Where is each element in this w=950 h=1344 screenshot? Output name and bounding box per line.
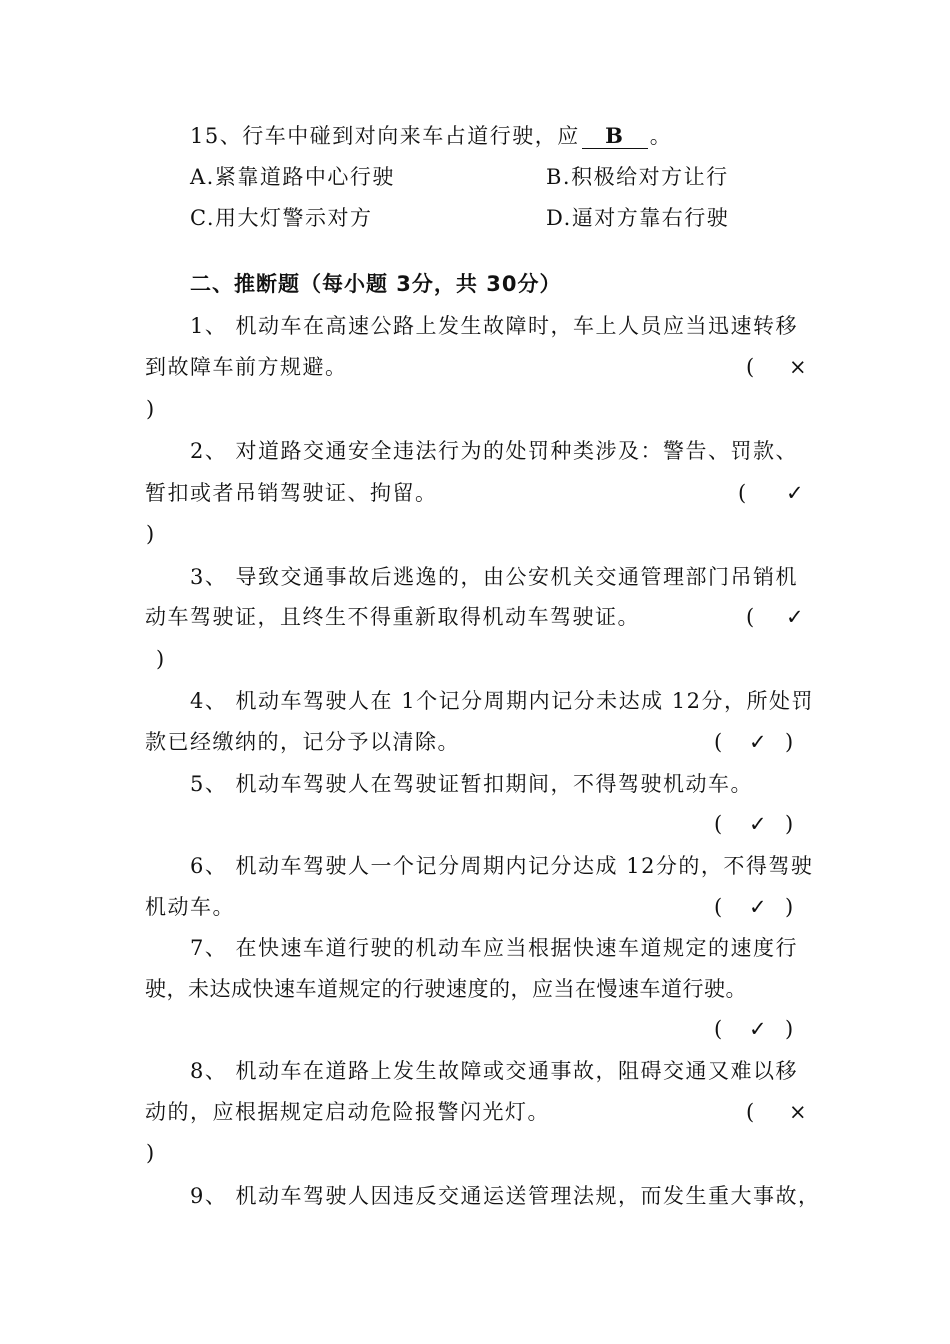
tf-question-7-line2: 驶，未达成快速车道规定的行驶速度的，应当在慢速车道行驶。 bbox=[145, 977, 747, 1001]
option-c: C.用大灯警示对方 bbox=[190, 206, 373, 230]
tf-question-8-answer-mark: × bbox=[789, 1100, 807, 1124]
tf-question-5-line1: 5、 机动车驾驶人在驾驶证暂扣期间，不得驾驶机动车。 bbox=[190, 772, 754, 796]
tf-question-2-paren-open: ( bbox=[738, 481, 747, 505]
question-15-stem: 15、行车中碰到对向来车占道行驶，应 bbox=[190, 124, 580, 148]
tf-question-8-line1: 8、 机动车在道路上发生故障或交通事故，阻碍交通又难以移 bbox=[190, 1059, 799, 1083]
tf-question-5-answer-mark: ✓ bbox=[749, 812, 767, 836]
tf-question-6-paren-close: ) bbox=[785, 895, 794, 919]
tf-question-4-paren-close: ) bbox=[785, 730, 794, 754]
question-15 bbox=[190, 122, 672, 150]
tf-question-4-line2: 款已经缴纳的，记分予以清除。 bbox=[145, 730, 460, 754]
tf-question-6-paren-open: ( bbox=[714, 895, 723, 919]
tf-question-1-line2: 到故障车前方规避。 bbox=[145, 355, 348, 379]
tf-question-4-paren-open: ( bbox=[714, 730, 723, 754]
tf-question-1-paren-close: ) bbox=[146, 397, 155, 421]
tf-question-1-line1: 1、 机动车在高速公路上发生故障时，车上人员应当迅速转移 bbox=[190, 314, 799, 338]
option-b: B.积极给对方让行 bbox=[546, 165, 729, 189]
tf-question-7-line1: 7、 在快速车道行驶的机动车应当根据快速车道规定的速度行 bbox=[190, 936, 799, 960]
tf-question-8-paren-close: ) bbox=[146, 1141, 155, 1165]
tf-question-6-line2: 机动车。 bbox=[145, 895, 235, 919]
option-d: D.逼对方靠右行驶 bbox=[546, 206, 730, 230]
tf-question-2-line2: 暂扣或者吊销驾驶证、拘留。 bbox=[145, 481, 438, 505]
tf-question-3-line2: 动车驾驶证，且终生不得重新取得机动车驾驶证。 bbox=[145, 605, 640, 629]
tf-question-3-paren-open: ( bbox=[746, 605, 755, 629]
tf-question-6-answer-mark: ✓ bbox=[749, 895, 767, 919]
tf-question-3-line1: 3、 导致交通事故后逃逸的，由公安机关交通管理部门吊销机 bbox=[190, 565, 799, 589]
tf-question-2-line1: 2、 对道路交通安全违法行为的处罚种类涉及：警告、罚款、 bbox=[190, 439, 799, 463]
option-a: A.紧靠道路中心行驶 bbox=[190, 165, 395, 189]
tf-question-2-paren-close: ) bbox=[146, 522, 155, 546]
tf-question-4-line1: 4、 机动车驾驶人在 1个记分周期内记分未达成 12分，所处罚 bbox=[190, 689, 814, 713]
tf-question-7-answer-mark: ✓ bbox=[749, 1017, 767, 1041]
question-15-answer: B bbox=[582, 124, 648, 149]
tf-question-9-line1: 9、 机动车驾驶人因违反交通运送管理法规，而发生重大事故， bbox=[190, 1184, 821, 1208]
tf-question-8-line2: 动的，应根据规定启动危险报警闪光灯。 bbox=[145, 1100, 550, 1124]
tf-question-4-answer-mark: ✓ bbox=[749, 730, 767, 754]
question-15-end: 。 bbox=[649, 124, 673, 148]
tf-question-5-paren-close: ) bbox=[785, 812, 794, 836]
tf-question-6-line1: 6、 机动车驾驶人一个记分周期内记分达成 12分的，不得驾驶 bbox=[190, 854, 814, 878]
tf-question-1-answer-mark: × bbox=[789, 355, 807, 379]
tf-question-7-paren-close: ) bbox=[785, 1017, 794, 1041]
tf-question-8-paren-open: ( bbox=[746, 1100, 755, 1124]
tf-question-3-answer-mark: ✓ bbox=[786, 605, 804, 629]
tf-question-3-paren-close: ) bbox=[156, 647, 165, 671]
tf-question-5-paren-open: ( bbox=[714, 812, 723, 836]
tf-question-1-paren-open: ( bbox=[746, 355, 755, 379]
tf-question-7-paren-open: ( bbox=[714, 1017, 723, 1041]
section-heading: 二、推断题（每小题 3分，共 30分） bbox=[190, 272, 562, 296]
tf-question-2-answer-mark: ✓ bbox=[786, 481, 804, 505]
